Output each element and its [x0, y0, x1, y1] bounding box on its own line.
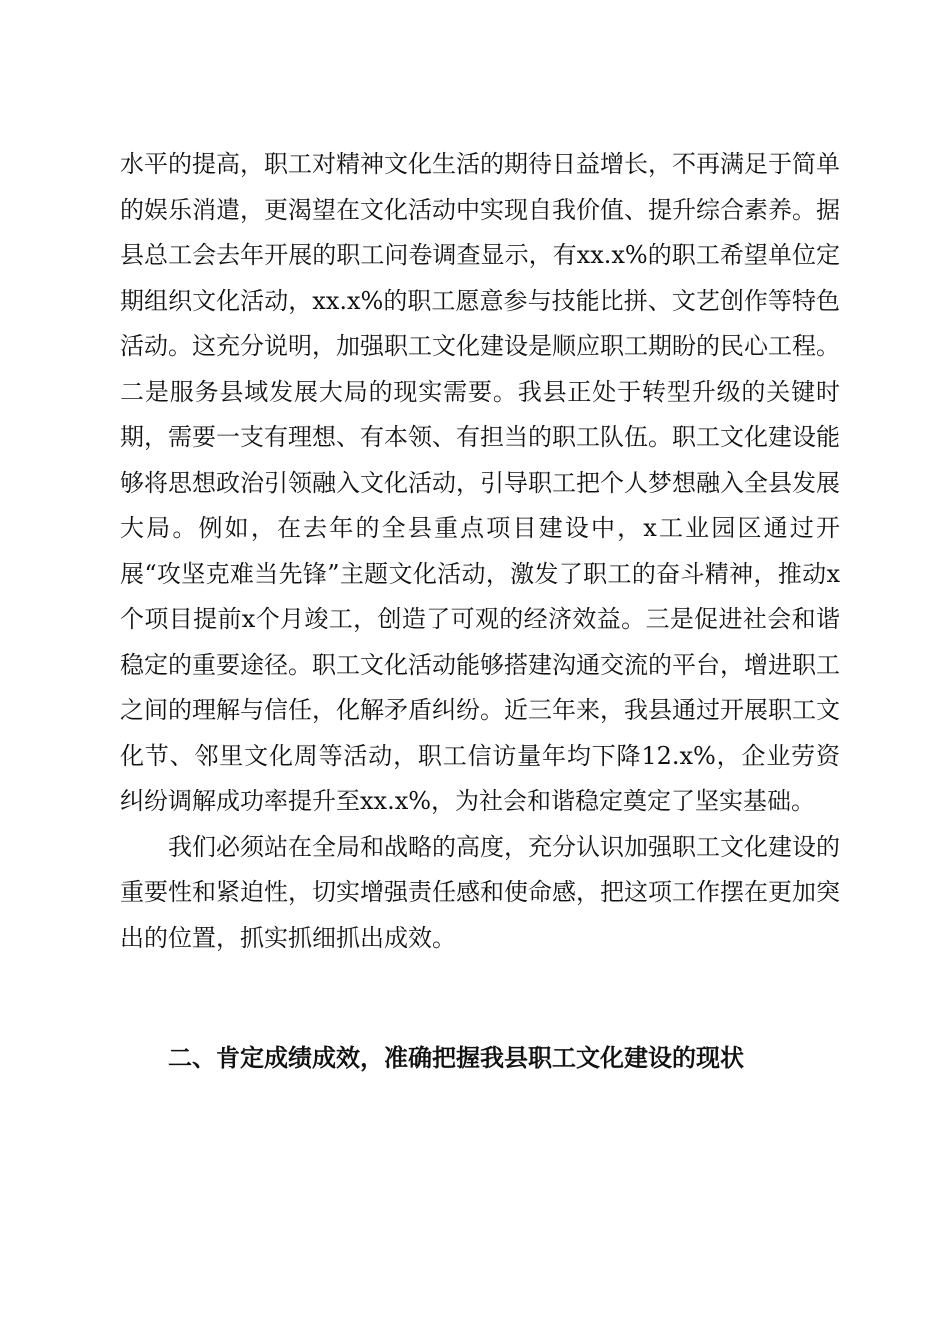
paragraph-conclusion: 我们必须站在全局和战略的高度，充分认识加强职工文化建设的重要性和紧迫性，切实增强责任感和使命感，把这项工作摆在更加突出的位置，抓实抓细抓出成效。: [120, 832, 840, 952]
section-heading: 二、肯定成绩成效，准确把握我县职工文化建设的现状: [168, 1044, 744, 1072]
paragraph-continued: 水平的提高，职工对精神文化生活的期待日益增长，不再满足于简单的娱乐消遣，更渴望在文化活动中实现自我价值、提升综合素养。据县总工会去年开展的职工问卷调查显示，有xx.x%的职工希望单位定期组织文化活动，xx.x%的职工愿意参与技能比拼、文艺创作等特色活动。这充分说明，加强职工文化建设是顺应职工期盼的民心工程。二是服务县域发展大局的现实需要。我县正处于转型升级的关键时期，需要一支有理想、有本领、有担当的职工队伍。职工文化建设能够将思想政治引领融入文化活动，引导职工把个人梦想融入全县发展大局。例如，在去年的全县重点项目建设中，x工业园区通过开展“攻坚克难当先锋”主题文化活动，激发了职工的奋斗精神，推动x个项目提前x个月竣工，创造了可观的经济效益。三是促进社会和谐稳定的重要途径。职工文化活动能够搭建沟通交流的平台，增进职工之间的理解与信任，化解矛盾纠纷。近三年来，我县通过开展职工文化节、邻里文化周等活动，职工信访量年均下降12.x%，企业劳资纠纷调解成功率提升至xx.x%，为社会和谐稳定奠定了坚实基础。: [120, 150, 840, 815]
document-body: [120, 142, 840, 961]
